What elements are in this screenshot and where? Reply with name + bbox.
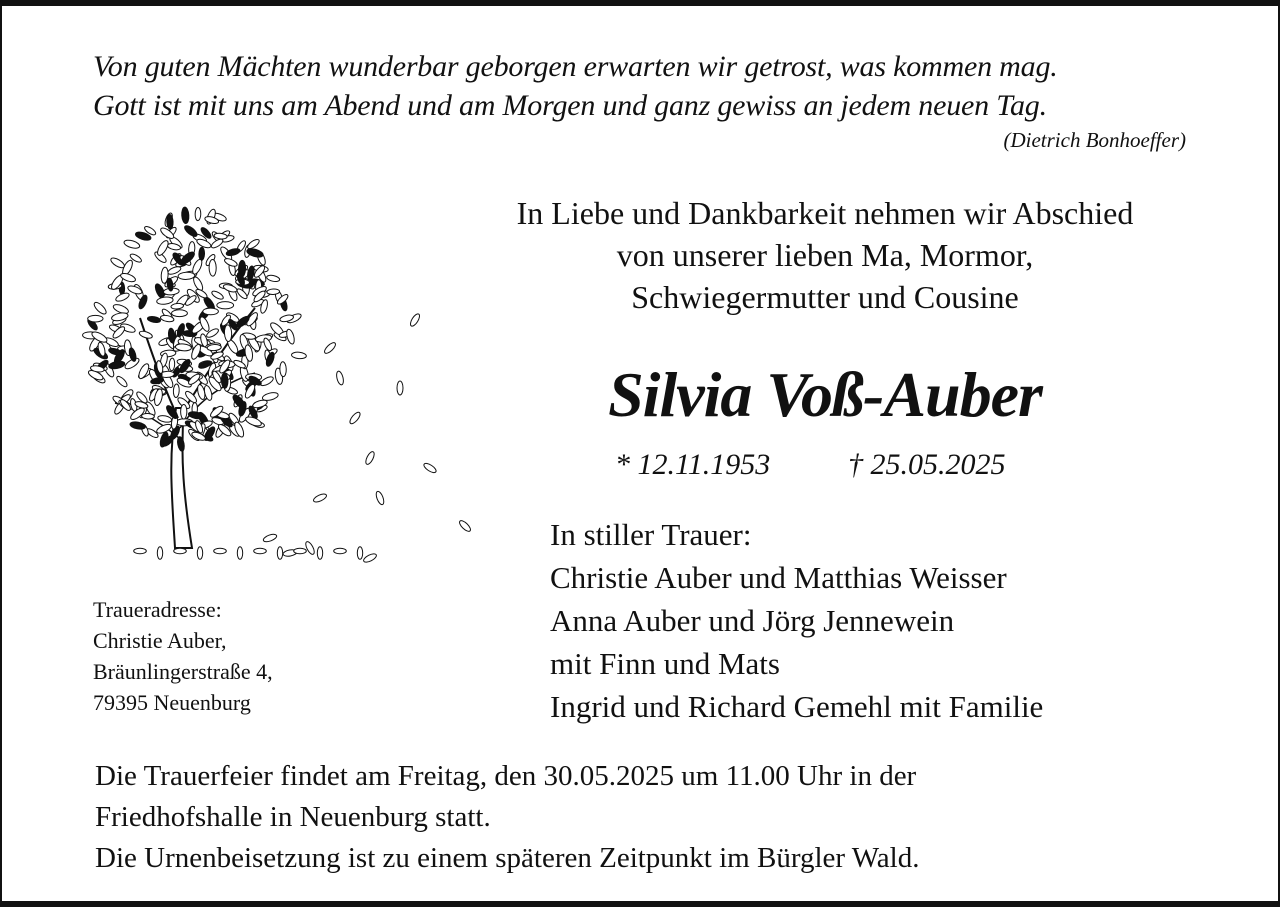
mourning-address (93, 594, 273, 718)
quote-line-2: Gott ist mit uns am Abend und am Morgen und ganz gewiss an jedem neuen Tag. (93, 89, 1047, 122)
mourner-line: Christie Auber und Matthias Weisser (550, 560, 1007, 595)
mourner-line: Anna Auber und Jörg Jennewein (550, 603, 955, 638)
farewell-text (430, 192, 1220, 318)
mourner-line: mit Finn und Mats (550, 646, 780, 681)
mourners-heading: In stiller Trauer: (550, 517, 752, 552)
address-line: Christie Auber, (93, 628, 227, 653)
farewell-line-3: Schwiegermutter und Cousine (631, 279, 1019, 315)
funeral-notice (95, 756, 920, 879)
tree-with-falling-leaves-icon (80, 168, 480, 568)
birth-date: * 12.11.1953 (615, 448, 771, 481)
address-line: 79395 Neuenburg (93, 690, 251, 715)
deceased-name: Silvia Voß-Auber (608, 359, 1042, 430)
farewell-line-2: von unserer lieben Ma, Mormor, (616, 237, 1034, 273)
tree-leaves (82, 207, 472, 564)
address-label: Traueradresse: (93, 597, 222, 622)
notice-line-1: Die Trauerfeier findet am Freitag, den 30.05.2025 um 11.00 Uhr in der (95, 760, 917, 792)
notice-line-3: Die Urnenbeisetzung ist zu einem späteren Zeitpunkt im Bürgler Wald. (95, 842, 920, 874)
notice-line-2: Friedhofshalle in Neuenburg statt. (95, 801, 491, 833)
address-line: Bräunlingerstraße 4, (93, 659, 273, 684)
quote-line-1: Von guten Mächten wunderbar geborgen erwarten wir getrost, was kommen mag. (93, 50, 1058, 83)
mourners-block (550, 513, 1043, 728)
mourner-line: Ingrid und Richard Gemehl mit Familie (550, 689, 1044, 724)
farewell-line-1: In Liebe und Dankbarkeit nehmen wir Abschied (516, 195, 1134, 231)
death-date: † 25.05.2025 (848, 448, 1006, 481)
quote-source: (Dietrich Bonhoeffer) (1003, 128, 1186, 152)
